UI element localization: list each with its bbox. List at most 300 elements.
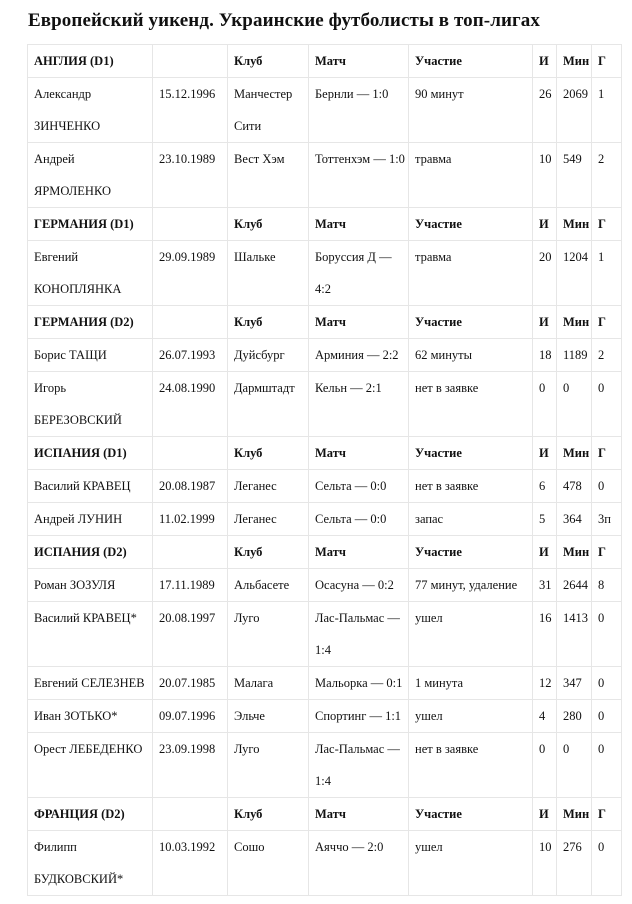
league-name <box>28 536 153 569</box>
goals-count-text: 0 <box>598 676 605 690</box>
player-row <box>28 372 622 437</box>
club-name-text: Малага <box>234 676 274 690</box>
participation-text: ушел <box>415 840 443 854</box>
club-name-text: Сошо <box>234 840 265 854</box>
col-header-minutes <box>557 208 592 241</box>
player-name-text: Филипп <box>34 840 77 854</box>
birth-date <box>153 241 228 306</box>
player-name-text: Орест ЛЕБЕДЕНКО <box>34 742 143 756</box>
birth-date-text: 10.03.1992 <box>159 840 216 854</box>
club-name-text: Сити <box>234 119 262 133</box>
player-name-text: Евгений СЕЛЕЗНЕВ <box>34 676 145 690</box>
games-count-text: 0 <box>539 742 546 756</box>
games-count-text: 20 <box>539 250 552 264</box>
goals-count-text: 0 <box>598 381 605 395</box>
games-count-text: 16 <box>539 611 552 625</box>
participation-text: травма <box>415 152 452 166</box>
games-count-text: 31 <box>539 578 552 592</box>
league-header-row <box>28 208 622 241</box>
match-result-text: Тоттенхэм — 1:0 <box>315 152 405 166</box>
col-header-goals <box>592 45 622 78</box>
empty-cell <box>153 437 228 470</box>
minutes-count <box>557 667 592 700</box>
minutes-count-text: 1204 <box>563 250 588 264</box>
col-header-games <box>533 798 557 831</box>
col-header-match-text: Матч <box>315 807 346 821</box>
minutes-count <box>557 503 592 536</box>
match-result-text: Бернли — 1:0 <box>315 87 389 101</box>
league-name-text: ФРАНЦИЯ (D2) <box>34 807 125 821</box>
league-header-row <box>28 306 622 339</box>
col-header-participation-text: Участие <box>415 217 462 231</box>
col-header-match-text: Матч <box>315 54 346 68</box>
birth-date <box>153 78 228 143</box>
games-count-text: 5 <box>539 512 546 526</box>
col-header-minutes-text: Мин <box>563 446 590 460</box>
participation-text: травма <box>415 250 452 264</box>
col-header-club-text: Клуб <box>234 217 263 231</box>
player-name-text: Андрей <box>34 152 75 166</box>
page-title: Европейский уикенд. Украинские футболисты в топ-лигах <box>28 10 540 31</box>
participation <box>409 503 533 536</box>
participation-text: 90 минут <box>415 87 464 101</box>
match-result-text: Аяччо — 2:0 <box>315 840 384 854</box>
minutes-count <box>557 470 592 503</box>
goals-count-text: 1 <box>598 250 605 264</box>
goals-count <box>592 700 622 733</box>
player-name <box>28 372 153 437</box>
birth-date-text: 23.09.1998 <box>159 742 216 756</box>
match-result-text: Сельта — 0:0 <box>315 512 387 526</box>
player-row <box>28 569 622 602</box>
player-name <box>28 470 153 503</box>
goals-count-text: 0 <box>598 479 605 493</box>
col-header-participation-text: Участие <box>415 446 462 460</box>
col-header-games-text: И <box>539 217 549 231</box>
match-result <box>309 569 409 602</box>
minutes-count-text: 1413 <box>563 611 588 625</box>
col-header-match-text: Матч <box>315 217 346 231</box>
club-name-text: Манчестер <box>234 87 293 101</box>
match-result-text: Осасуна — 0:2 <box>315 578 394 592</box>
player-row <box>28 831 622 896</box>
club-name-text: Эльче <box>234 709 265 723</box>
participation <box>409 241 533 306</box>
col-header-match <box>309 536 409 569</box>
participation-text: ушел <box>415 611 443 625</box>
match-result <box>309 143 409 208</box>
goals-count-text: 0 <box>598 611 605 625</box>
minutes-count-text: 364 <box>563 512 582 526</box>
birth-date-text: 23.10.1989 <box>159 152 216 166</box>
goals-count <box>592 733 622 798</box>
games-count <box>533 470 557 503</box>
empty-cell <box>153 536 228 569</box>
match-result-text: Кельн — 2:1 <box>315 381 382 395</box>
goals-count-text: 2 <box>598 152 605 166</box>
match-result-text: 1:4 <box>315 643 331 657</box>
minutes-count-text: 347 <box>563 676 582 690</box>
participation <box>409 667 533 700</box>
col-header-games <box>533 45 557 78</box>
col-header-club <box>228 798 309 831</box>
player-row <box>28 733 622 798</box>
games-count <box>533 372 557 437</box>
col-header-games <box>533 208 557 241</box>
minutes-count-text: 549 <box>563 152 582 166</box>
minutes-count-text: 0 <box>563 742 570 756</box>
games-count-text: 6 <box>539 479 546 493</box>
minutes-count <box>557 700 592 733</box>
league-name <box>28 45 153 78</box>
birth-date <box>153 602 228 667</box>
col-header-games <box>533 306 557 339</box>
minutes-count-text: 478 <box>563 479 582 493</box>
goals-count <box>592 667 622 700</box>
player-name-text: Евгений <box>34 250 79 264</box>
player-name-text: ЗИНЧЕНКО <box>34 119 101 133</box>
birth-date <box>153 831 228 896</box>
col-header-games-text: И <box>539 315 549 329</box>
col-header-participation <box>409 45 533 78</box>
minutes-count-text: 276 <box>563 840 582 854</box>
col-header-participation-text: Участие <box>415 807 462 821</box>
player-name <box>28 602 153 667</box>
col-header-club-text: Клуб <box>234 54 263 68</box>
player-name-text: Василий КРАВЕЦ* <box>34 611 137 625</box>
match-result-text: 1:4 <box>315 774 331 788</box>
match-result-text: Спортинг — 1:1 <box>315 709 402 723</box>
col-header-match-text: Матч <box>315 545 346 559</box>
birth-date-text: 20.08.1987 <box>159 479 216 493</box>
games-count-text: 10 <box>539 152 552 166</box>
goals-count <box>592 470 622 503</box>
players-table <box>27 44 622 896</box>
match-result <box>309 733 409 798</box>
birth-date-text: 20.07.1985 <box>159 676 216 690</box>
player-row <box>28 339 622 372</box>
player-name-text: БЕРЕЗОВСКИЙ <box>34 413 122 427</box>
col-header-games <box>533 536 557 569</box>
col-header-minutes-text: Мин <box>563 807 590 821</box>
minutes-count <box>557 602 592 667</box>
col-header-minutes <box>557 536 592 569</box>
games-count <box>533 241 557 306</box>
empty-cell <box>153 798 228 831</box>
match-result-text: Лас-Пальмас — <box>315 742 400 756</box>
col-header-match-text: Матч <box>315 446 346 460</box>
player-row <box>28 700 622 733</box>
empty-cell <box>153 306 228 339</box>
birth-date <box>153 700 228 733</box>
player-name-text: Василий КРАВЕЦ <box>34 479 131 493</box>
games-count <box>533 733 557 798</box>
col-header-club-text: Клуб <box>234 315 263 329</box>
goals-count-text: 0 <box>598 840 605 854</box>
match-result-text: 4:2 <box>315 282 331 296</box>
col-header-minutes <box>557 45 592 78</box>
col-header-participation <box>409 306 533 339</box>
col-header-goals <box>592 306 622 339</box>
minutes-count-text: 2069 <box>563 87 588 101</box>
match-result <box>309 602 409 667</box>
goals-count <box>592 503 622 536</box>
league-header-row <box>28 437 622 470</box>
col-header-club <box>228 45 309 78</box>
club-name-text: Дуйсбург <box>234 348 285 362</box>
club-name <box>228 372 309 437</box>
participation-text: ушел <box>415 709 443 723</box>
col-header-goals-text: Г <box>598 315 606 329</box>
col-header-minutes-text: Мин <box>563 545 590 559</box>
league-name <box>28 306 153 339</box>
club-name-text: Вест Хэм <box>234 152 285 166</box>
birth-date <box>153 733 228 798</box>
col-header-goals <box>592 798 622 831</box>
col-header-games-text: И <box>539 545 549 559</box>
minutes-count <box>557 339 592 372</box>
birth-date <box>153 569 228 602</box>
club-name-text: Луго <box>234 742 260 756</box>
match-result <box>309 700 409 733</box>
games-count <box>533 667 557 700</box>
goals-count <box>592 831 622 896</box>
match-result-text: Лас-Пальмас — <box>315 611 400 625</box>
participation <box>409 78 533 143</box>
goals-count <box>592 569 622 602</box>
birth-date-text: 11.02.1999 <box>159 512 215 526</box>
birth-date <box>153 339 228 372</box>
minutes-count <box>557 831 592 896</box>
goals-count-text: 1 <box>598 87 605 101</box>
col-header-goals-text: Г <box>598 545 606 559</box>
club-name <box>228 470 309 503</box>
col-header-goals-text: Г <box>598 54 606 68</box>
col-header-club-text: Клуб <box>234 545 263 559</box>
games-count <box>533 602 557 667</box>
goals-count <box>592 339 622 372</box>
club-name-text: Луго <box>234 611 260 625</box>
league-name-text: ГЕРМАНИЯ (D1) <box>34 217 134 231</box>
col-header-goals <box>592 208 622 241</box>
player-name-text: БУДКОВСКИЙ* <box>34 872 124 886</box>
col-header-club <box>228 208 309 241</box>
col-header-club-text: Клуб <box>234 446 263 460</box>
club-name-text: Дармштадт <box>234 381 295 395</box>
games-count-text: 10 <box>539 840 552 854</box>
player-row <box>28 241 622 306</box>
birth-date-text: 15.12.1996 <box>159 87 216 101</box>
player-name <box>28 143 153 208</box>
col-header-participation-text: Участие <box>415 54 462 68</box>
col-header-participation <box>409 208 533 241</box>
player-name-text: Александр <box>34 87 92 101</box>
participation <box>409 569 533 602</box>
birth-date-text: 09.07.1996 <box>159 709 216 723</box>
minutes-count <box>557 241 592 306</box>
minutes-count-text: 0 <box>563 381 570 395</box>
col-header-match <box>309 208 409 241</box>
goals-count <box>592 143 622 208</box>
col-header-club <box>228 306 309 339</box>
league-name <box>28 798 153 831</box>
col-header-participation <box>409 437 533 470</box>
col-header-games-text: И <box>539 54 549 68</box>
participation <box>409 733 533 798</box>
club-name <box>228 503 309 536</box>
goals-count-text: 0 <box>598 709 605 723</box>
col-header-minutes <box>557 306 592 339</box>
col-header-goals <box>592 437 622 470</box>
club-name-text: Леганес <box>234 512 277 526</box>
league-name-text: АНГЛИЯ (D1) <box>34 54 114 68</box>
col-header-games <box>533 437 557 470</box>
birth-date <box>153 372 228 437</box>
games-count <box>533 503 557 536</box>
league-header-row <box>28 536 622 569</box>
col-header-club <box>228 536 309 569</box>
league-header-row <box>28 798 622 831</box>
col-header-participation-text: Участие <box>415 315 462 329</box>
minutes-count <box>557 372 592 437</box>
match-result-text: Арминия — 2:2 <box>315 348 399 362</box>
goals-count <box>592 602 622 667</box>
birth-date-text: 29.09.1989 <box>159 250 216 264</box>
club-name <box>228 569 309 602</box>
games-count <box>533 700 557 733</box>
match-result <box>309 831 409 896</box>
player-name-text: Андрей ЛУНИН <box>34 512 123 526</box>
minutes-count-text: 280 <box>563 709 582 723</box>
match-result-text: Мальорка — 0:1 <box>315 676 403 690</box>
games-count-text: 18 <box>539 348 552 362</box>
col-header-club-text: Клуб <box>234 807 263 821</box>
club-name <box>228 143 309 208</box>
birth-date <box>153 667 228 700</box>
col-header-participation <box>409 798 533 831</box>
match-result <box>309 667 409 700</box>
club-name <box>228 339 309 372</box>
games-count <box>533 339 557 372</box>
player-name <box>28 667 153 700</box>
match-result <box>309 372 409 437</box>
player-name <box>28 700 153 733</box>
games-count-text: 26 <box>539 87 552 101</box>
col-header-participation-text: Участие <box>415 545 462 559</box>
col-header-minutes <box>557 798 592 831</box>
participation-text: нет в заявке <box>415 381 479 395</box>
participation <box>409 372 533 437</box>
goals-count-text: 8 <box>598 578 605 592</box>
col-header-match-text: Матч <box>315 315 346 329</box>
games-count <box>533 143 557 208</box>
club-name <box>228 78 309 143</box>
player-name-text: Иван ЗОТЬКО* <box>34 709 118 723</box>
goals-count-text: 0 <box>598 742 605 756</box>
club-name <box>228 602 309 667</box>
col-header-match <box>309 306 409 339</box>
player-row <box>28 602 622 667</box>
birth-date-text: 24.08.1990 <box>159 381 216 395</box>
participation-text: 77 минут, удаление <box>415 578 518 592</box>
col-header-club <box>228 437 309 470</box>
participation-text: 1 минута <box>415 676 464 690</box>
col-header-goals-text: Г <box>598 807 606 821</box>
participation <box>409 602 533 667</box>
match-result-text: Боруссия Д — <box>315 250 392 264</box>
player-row <box>28 143 622 208</box>
birth-date <box>153 503 228 536</box>
col-header-participation <box>409 536 533 569</box>
col-header-match <box>309 437 409 470</box>
club-name-text: Леганес <box>234 479 277 493</box>
league-name-text: ИСПАНИЯ (D1) <box>34 446 127 460</box>
games-count-text: 4 <box>539 709 546 723</box>
col-header-minutes-text: Мин <box>563 54 590 68</box>
player-name-text: Роман ЗОЗУЛЯ <box>34 578 116 592</box>
empty-cell <box>153 45 228 78</box>
player-name-text: Игорь <box>34 381 67 395</box>
minutes-count <box>557 733 592 798</box>
participation-text: запас <box>415 512 444 526</box>
club-name-text: Альбасете <box>234 578 290 592</box>
club-name <box>228 667 309 700</box>
col-header-goals-text: Г <box>598 217 606 231</box>
player-name-text: Борис ТАЩИ <box>34 348 107 362</box>
player-name <box>28 241 153 306</box>
club-name-text: Шальке <box>234 250 276 264</box>
match-result-text: Сельта — 0:0 <box>315 479 387 493</box>
games-count <box>533 569 557 602</box>
games-count <box>533 831 557 896</box>
league-name <box>28 208 153 241</box>
goals-count <box>592 241 622 306</box>
goals-count-text: 3п <box>598 512 611 526</box>
participation-text: нет в заявке <box>415 742 479 756</box>
minutes-count-text: 2644 <box>563 578 588 592</box>
minutes-count-text: 1189 <box>563 348 588 362</box>
match-result <box>309 78 409 143</box>
participation <box>409 143 533 208</box>
minutes-count <box>557 569 592 602</box>
match-result <box>309 503 409 536</box>
empty-cell <box>153 208 228 241</box>
birth-date <box>153 470 228 503</box>
birth-date-text: 26.07.1993 <box>159 348 216 362</box>
birth-date-text: 17.11.1989 <box>159 578 215 592</box>
col-header-goals-text: Г <box>598 446 606 460</box>
col-header-games-text: И <box>539 446 549 460</box>
match-result <box>309 241 409 306</box>
games-count-text: 0 <box>539 381 546 395</box>
player-name <box>28 831 153 896</box>
club-name <box>228 241 309 306</box>
league-header-row <box>28 45 622 78</box>
col-header-goals <box>592 536 622 569</box>
goals-count-text: 2 <box>598 348 605 362</box>
games-count-text: 12 <box>539 676 552 690</box>
col-header-match <box>309 45 409 78</box>
match-result <box>309 470 409 503</box>
participation <box>409 470 533 503</box>
col-header-minutes-text: Мин <box>563 315 590 329</box>
club-name <box>228 831 309 896</box>
player-name <box>28 569 153 602</box>
player-name-text: ЯРМОЛЕНКО <box>34 184 112 198</box>
player-name <box>28 733 153 798</box>
participation <box>409 700 533 733</box>
club-name <box>228 700 309 733</box>
